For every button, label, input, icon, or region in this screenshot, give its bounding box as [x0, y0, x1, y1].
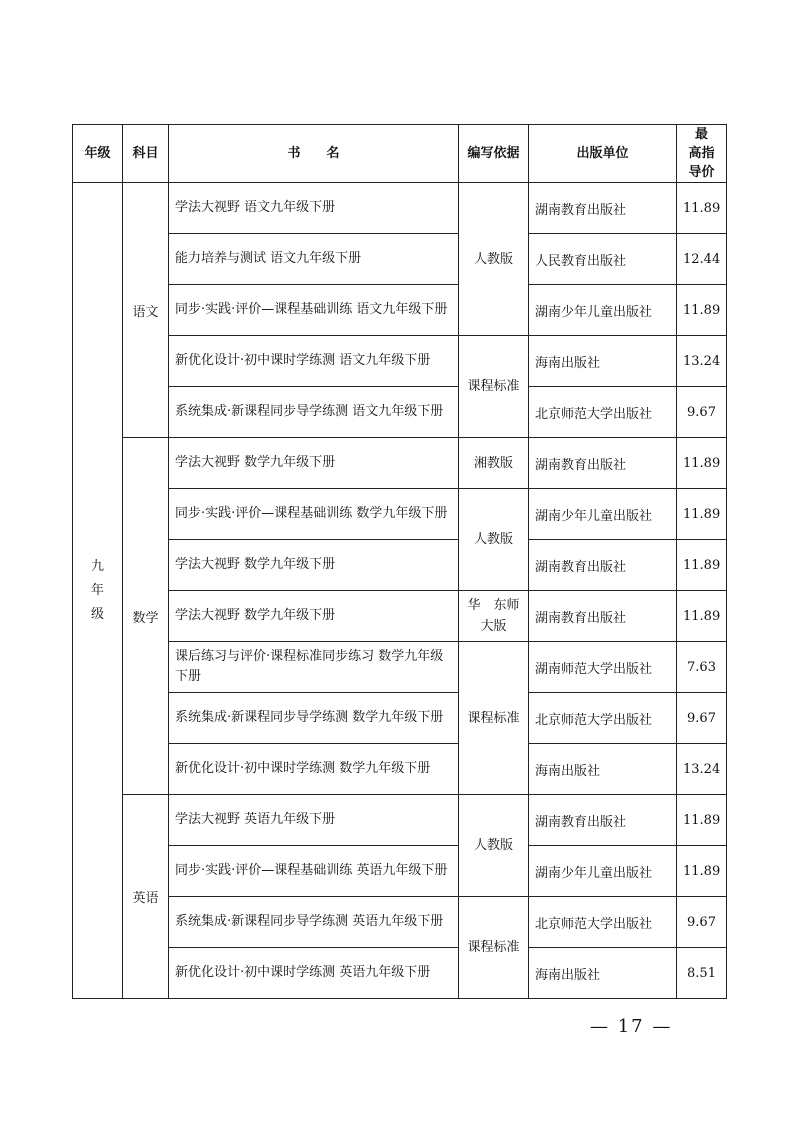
- publisher-cell: 湖南教育出版社: [529, 540, 677, 591]
- publisher-cell: 湖南少年儿童出版社: [529, 489, 677, 540]
- publisher-cell: 海南出版社: [529, 948, 677, 999]
- price-cell: 12.44: [677, 234, 727, 285]
- header-publisher: 出版单位: [529, 125, 677, 183]
- publisher-cell: 湖南教育出版社: [529, 183, 677, 234]
- book-title: 课后练习与评价·课程标准同步练习 数学九年级下册: [169, 642, 459, 693]
- basis-cell: 湘教版: [459, 438, 529, 489]
- basis-cell: 人教版: [459, 183, 529, 336]
- price-cell: 11.89: [677, 846, 727, 897]
- publisher-cell: 人民教育出版社: [529, 234, 677, 285]
- publisher-cell: 海南出版社: [529, 336, 677, 387]
- basis-cell: 课程标准: [459, 897, 529, 999]
- basis-cell: 课程标准: [459, 642, 529, 795]
- table-row: [73, 183, 727, 234]
- publisher-cell: 湖南少年儿童出版社: [529, 285, 677, 336]
- price-cell: 11.89: [677, 183, 727, 234]
- header-grade: 年级: [73, 125, 123, 183]
- publisher-cell: 湖南教育出版社: [529, 591, 677, 642]
- price-cell: 13.24: [677, 744, 727, 795]
- book-title: 学法大视野 数学九年级下册: [169, 591, 459, 642]
- header-price: 最 高指导价: [677, 125, 727, 183]
- table-row: [73, 693, 727, 744]
- price-cell: 8.51: [677, 948, 727, 999]
- book-title: 同步·实践·评价—课程基础训练 数学九年级下册: [169, 489, 459, 540]
- table-row: [73, 540, 727, 591]
- table-row: [73, 744, 727, 795]
- price-cell: 11.89: [677, 591, 727, 642]
- price-cell: 11.89: [677, 285, 727, 336]
- book-title: 学法大视野 数学九年级下册: [169, 438, 459, 489]
- table-row: [73, 591, 727, 642]
- table-row: [73, 642, 727, 693]
- price-cell: 9.67: [677, 693, 727, 744]
- book-title: 学法大视野 数学九年级下册: [169, 540, 459, 591]
- header-title: 书 名: [169, 125, 459, 183]
- book-title: 学法大视野 英语九年级下册: [169, 795, 459, 846]
- table-row: [73, 234, 727, 285]
- subject-cell: 英语: [123, 795, 169, 999]
- book-title: 同步·实践·评价—课程基础训练 英语九年级下册: [169, 846, 459, 897]
- basis-cell: 课程标准: [459, 336, 529, 438]
- price-cell: 11.89: [677, 540, 727, 591]
- table-row: [73, 897, 727, 948]
- book-title: 同步·实践·评价—课程基础训练 语文九年级下册: [169, 285, 459, 336]
- book-title: 系统集成·新课程同步导学练测 数学九年级下册: [169, 693, 459, 744]
- price-cell: 11.89: [677, 438, 727, 489]
- price-cell: 7.63: [677, 642, 727, 693]
- price-cell: 13.24: [677, 336, 727, 387]
- basis-cell: 华 东师大版: [459, 591, 529, 642]
- subject-cell: 数学: [123, 438, 169, 795]
- table-header-row: [73, 125, 727, 183]
- publisher-cell: 湖南教育出版社: [529, 795, 677, 846]
- table-row: [73, 846, 727, 897]
- table-row: [73, 387, 727, 438]
- publisher-cell: 北京师范大学出版社: [529, 387, 677, 438]
- publisher-cell: 北京师范大学出版社: [529, 897, 677, 948]
- subject-cell: 语文: [123, 183, 169, 438]
- table-row: [73, 336, 727, 387]
- header-basis: 编写依据: [459, 125, 529, 183]
- table-row: [73, 795, 727, 846]
- publisher-cell: 北京师范大学出版社: [529, 693, 677, 744]
- table-row: [73, 285, 727, 336]
- basis-cell: 人教版: [459, 795, 529, 897]
- price-cell: 9.67: [677, 387, 727, 438]
- book-title: 新优化设计·初中课时学练测 英语九年级下册: [169, 948, 459, 999]
- book-price-table: [72, 124, 727, 999]
- page-number: — 17 —: [590, 1016, 673, 1037]
- basis-cell: 人教版: [459, 489, 529, 591]
- header-subject: 科目: [123, 125, 169, 183]
- table-row: [73, 438, 727, 489]
- book-title: 系统集成·新课程同步导学练测 语文九年级下册: [169, 387, 459, 438]
- publisher-cell: 海南出版社: [529, 744, 677, 795]
- price-cell: 9.67: [677, 897, 727, 948]
- publisher-cell: 湖南师范大学出版社: [529, 642, 677, 693]
- table-row: [73, 948, 727, 999]
- book-title: 系统集成·新课程同步导学练测 英语九年级下册: [169, 897, 459, 948]
- publisher-cell: 湖南教育出版社: [529, 438, 677, 489]
- grade-label: 九年级: [90, 558, 104, 622]
- grade-cell: [73, 183, 123, 999]
- table-row: [73, 489, 727, 540]
- price-cell: 11.89: [677, 489, 727, 540]
- book-title: 新优化设计·初中课时学练测 语文九年级下册: [169, 336, 459, 387]
- publisher-cell: 湖南少年儿童出版社: [529, 846, 677, 897]
- book-title: 新优化设计·初中课时学练测 数学九年级下册: [169, 744, 459, 795]
- book-title: 能力培养与测试 语文九年级下册: [169, 234, 459, 285]
- book-title: 学法大视野 语文九年级下册: [169, 183, 459, 234]
- price-cell: 11.89: [677, 795, 727, 846]
